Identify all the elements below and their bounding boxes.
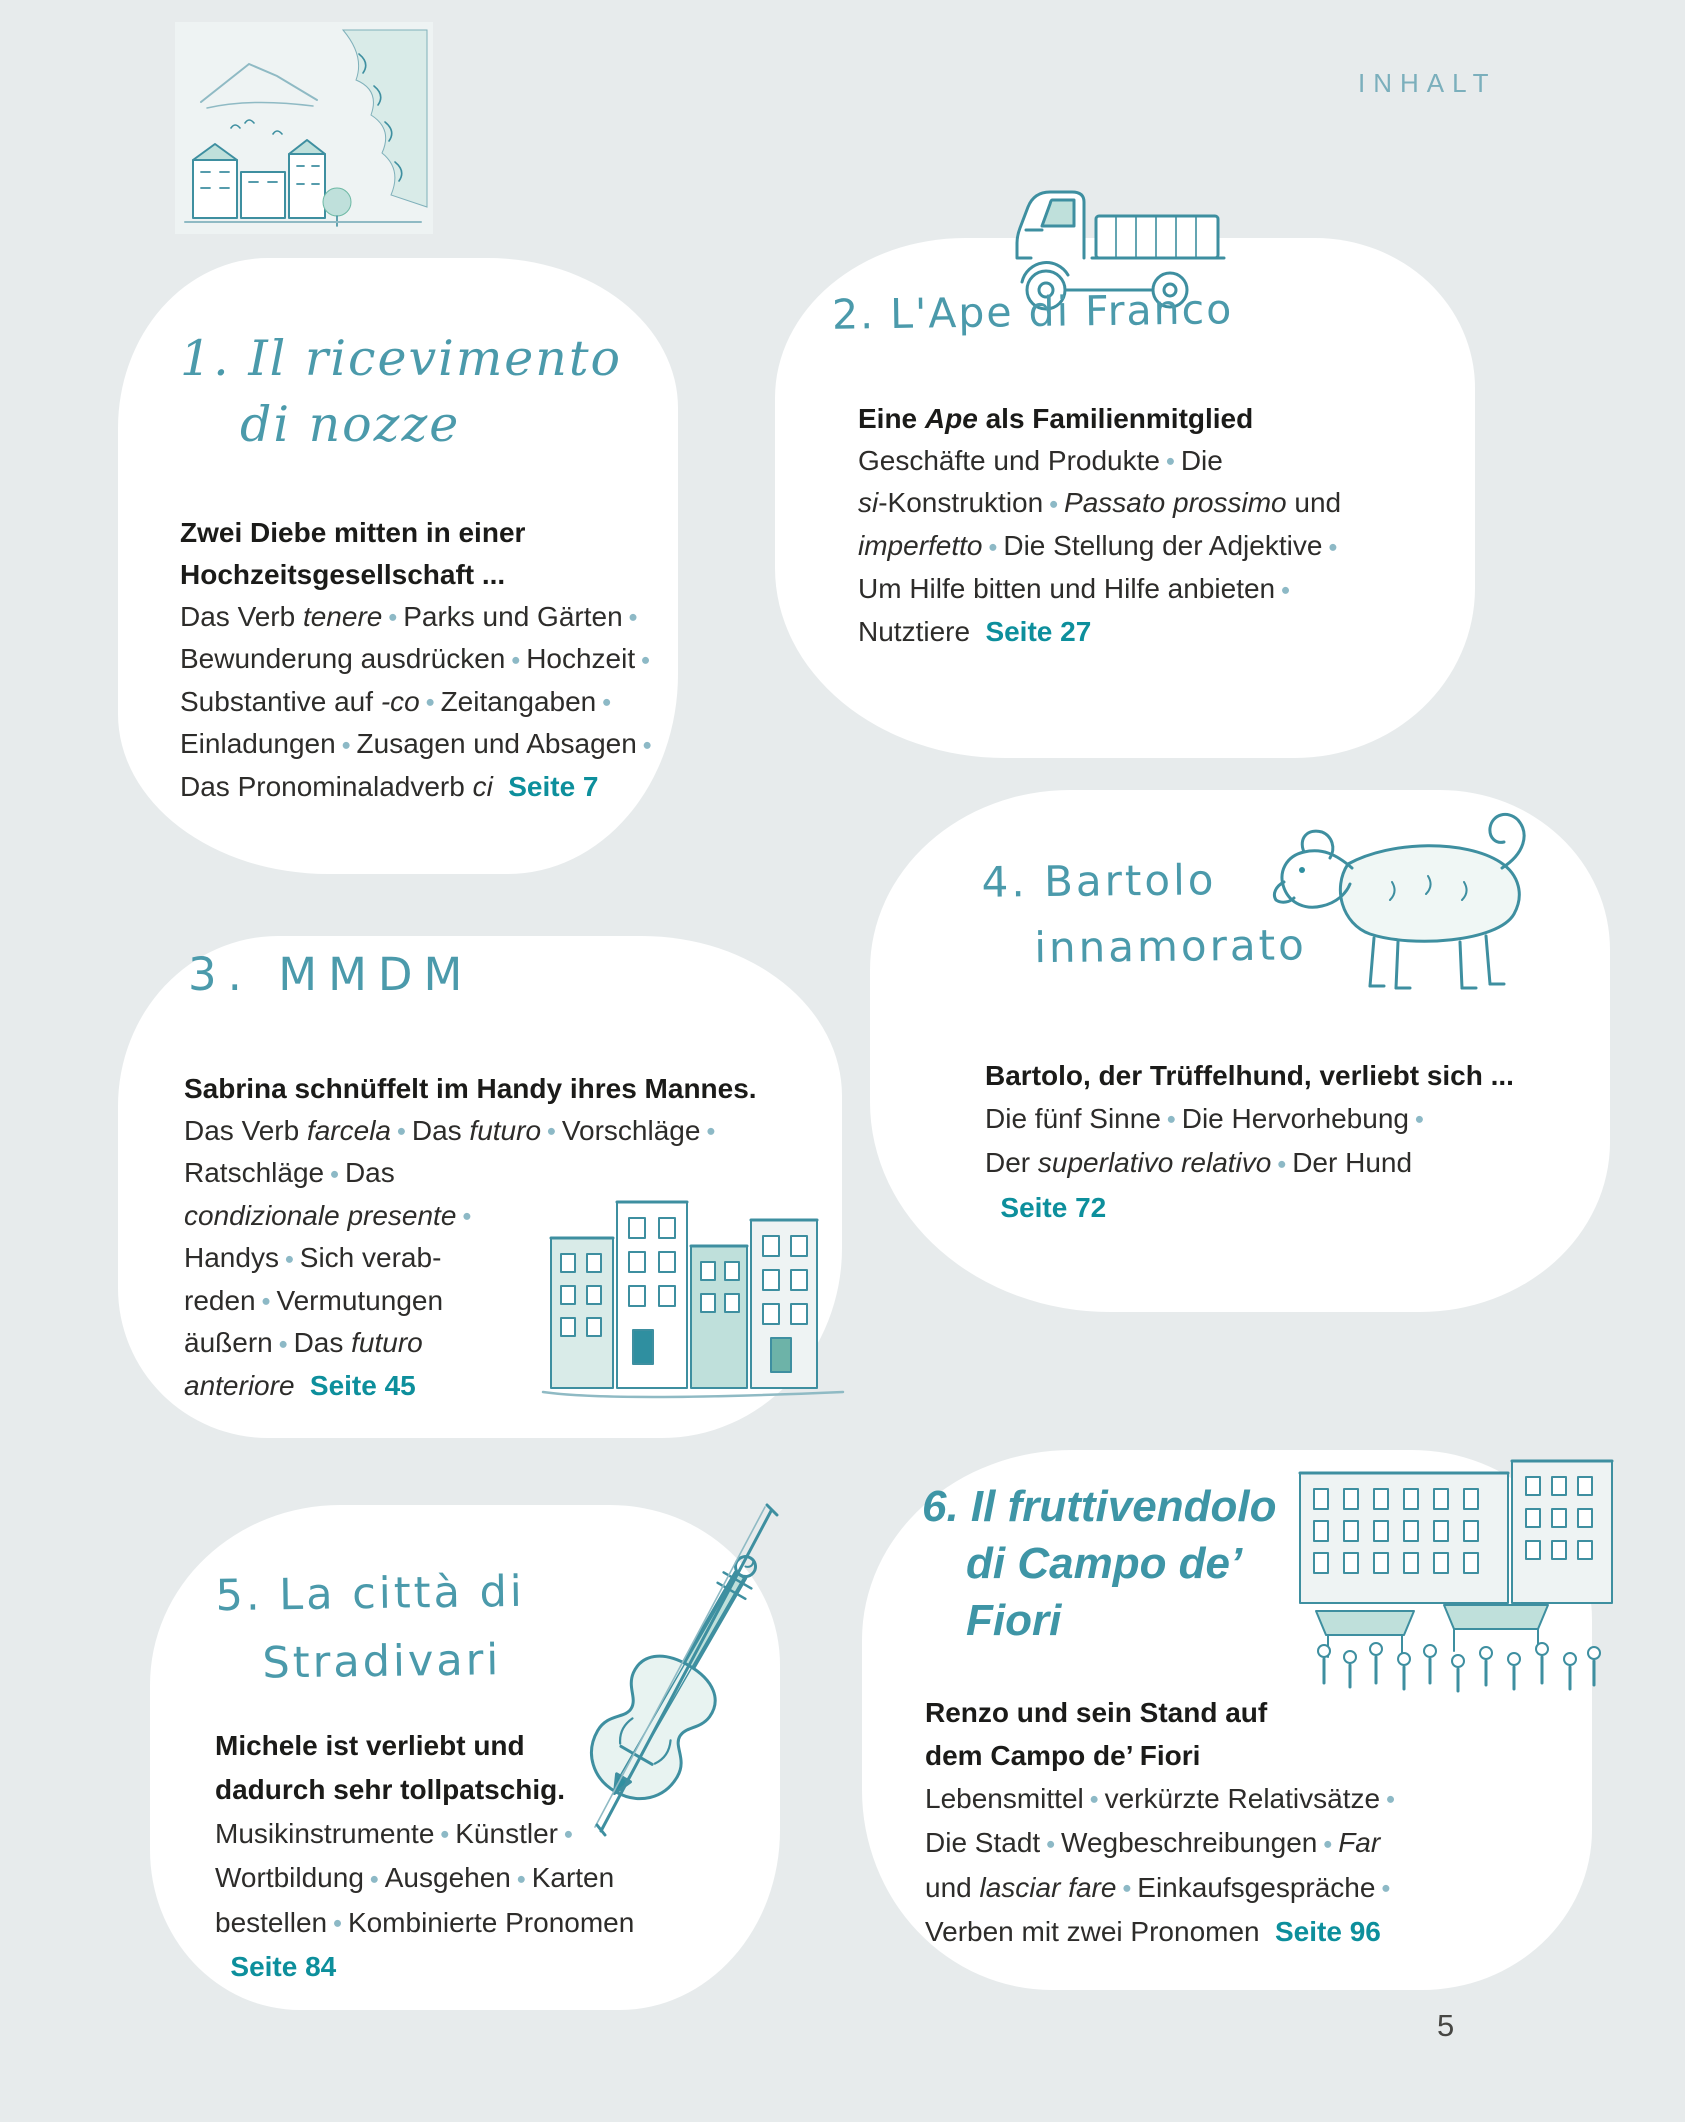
topic-text: Wegbeschreibungen — [1061, 1827, 1318, 1859]
bullet-dot-icon: ● — [329, 1164, 340, 1183]
topic-text: Das — [344, 1157, 395, 1189]
topic-text: farcela — [306, 1115, 391, 1146]
topic-text: Handys — [184, 1242, 279, 1274]
topic-text: Hochzeit — [526, 643, 636, 675]
text-line — [858, 611, 1343, 653]
topic-text: Das Verb — [180, 601, 303, 632]
topic-text: Ausgehen — [384, 1862, 511, 1894]
bullet-dot-icon: ● — [546, 1122, 557, 1141]
topic-text: reden — [184, 1284, 256, 1316]
market-square-illustration — [1292, 1455, 1622, 1707]
bullet-dot-icon: ● — [387, 608, 398, 627]
chapter-3-title — [188, 948, 473, 1001]
topic-text: Bewunderung ausdrücken — [180, 643, 506, 675]
text-line — [925, 1691, 1401, 1734]
bullet-dot-icon: ● — [628, 608, 638, 627]
chapter-5-topics — [215, 1724, 634, 1989]
bullet-dot-icon: ● — [1385, 1790, 1396, 1809]
text-line — [858, 525, 1343, 568]
topic-text: Sich verab- — [299, 1242, 442, 1274]
text-line — [180, 638, 658, 680]
topic-text: Far — [1338, 1827, 1381, 1859]
bullet-dot-icon: ● — [278, 1334, 289, 1353]
page-reference: Seite 96 — [1275, 1916, 1381, 1948]
text-line — [180, 512, 658, 554]
topic-text: Vorschläge — [561, 1115, 701, 1146]
bullet-dot-icon: ● — [1322, 1834, 1333, 1853]
topic-text: Passato prossimo — [1064, 487, 1287, 519]
topic-text: Musikinstrumente — [215, 1818, 435, 1849]
topic-text: lasciar fare — [979, 1871, 1117, 1903]
chapter-4-topics — [985, 1054, 1514, 1229]
text-line — [858, 398, 1343, 440]
topic-text: Der Hund — [1292, 1147, 1413, 1179]
topic-text: Vermutungen — [276, 1284, 444, 1316]
bullet-dot-icon: ● — [461, 1207, 472, 1226]
topic-text: anteriore — [184, 1369, 295, 1401]
coastal-town-illustration — [175, 22, 433, 234]
text-line — [184, 1110, 757, 1152]
text-line — [184, 1068, 757, 1110]
topic-text: verkürzte Relativsätze — [1104, 1783, 1381, 1814]
chapter-5-title-line: 5. La città di — [215, 1566, 526, 1622]
page-reference: Seite 7 — [508, 770, 599, 802]
chapter-6-title-line: Fiori — [966, 1596, 1062, 1645]
text-line — [925, 1734, 1401, 1777]
topic-text: futuro — [351, 1327, 423, 1359]
topic-text: Die Stadt — [925, 1827, 1041, 1859]
bullet-dot-icon: ● — [1327, 537, 1338, 556]
bullet-dot-icon: ● — [1045, 1834, 1056, 1853]
topic-text: -co — [380, 685, 420, 717]
chapter-4-title-line: 4. Bartolo — [981, 855, 1217, 907]
bullet-dot-icon: ● — [1165, 451, 1176, 470]
topic-text: si — [858, 487, 879, 519]
topic-text: Zwei Diebe mitten in einer — [180, 517, 526, 548]
topic-text: Parks und Gärten — [403, 601, 623, 632]
bullet-dot-icon: ● — [640, 650, 651, 669]
bullet-dot-icon: ● — [369, 1869, 380, 1888]
text-line — [985, 1054, 1514, 1097]
bullet-dot-icon: ● — [988, 537, 998, 556]
text-line — [215, 1724, 634, 1768]
topic-text: Karten — [531, 1862, 615, 1894]
topic-text: Zeitangaben — [440, 685, 597, 717]
bullet-dot-icon: ● — [1414, 1110, 1425, 1129]
chapter-6-title-line: 6. Il fruttivendolo — [922, 1482, 1277, 1531]
chapter-2-title — [832, 285, 1234, 339]
bullet-dot-icon: ● — [1280, 580, 1291, 599]
text-line — [184, 1280, 757, 1322]
bullet-dot-icon: ● — [601, 693, 612, 712]
topic-text: imperfetto — [858, 530, 983, 562]
topic-text: Um Hilfe bitten und Hilfe anbieten — [858, 573, 1276, 605]
chapter-5-title-line: Stradivari — [262, 1635, 502, 1689]
topic-text: Renzo und sein Stand auf — [925, 1697, 1268, 1728]
topic-text: Zusagen und Absagen — [356, 728, 637, 760]
page-reference: Seite 45 — [309, 1369, 416, 1401]
topic-text: dadurch sehr tollpatschig. — [215, 1774, 566, 1805]
topic-text: Die Hervorhebung — [1181, 1103, 1409, 1134]
topic-text: Wortbildung — [215, 1862, 364, 1894]
text-line — [925, 1821, 1401, 1865]
chapter-2-title-line: 2. L'Ape di Franco — [831, 285, 1234, 339]
chapter-5-title — [215, 1558, 526, 1698]
page-header-inhalt: INHALT — [1358, 68, 1497, 98]
chapter-2-topics — [858, 398, 1343, 653]
topic-text: Eine — [858, 403, 925, 434]
topic-text: Hochzeitsgesellschaft ... — [180, 559, 506, 590]
topic-text: Bartolo, der Trüffelhund, verliebt sich ... — [985, 1060, 1514, 1091]
chapter-6-title-line: di Campo de’ — [966, 1539, 1243, 1588]
topic-text: Michele ist verliebt und — [215, 1730, 525, 1761]
topic-text: Verben mit zwei Pronomen — [925, 1916, 1260, 1948]
bullet-dot-icon: ● — [439, 1825, 450, 1844]
text-line — [180, 766, 658, 808]
text-line — [215, 1901, 634, 1945]
bullet-dot-icon: ● — [1276, 1154, 1287, 1173]
page-reference: Seite 84 — [230, 1951, 337, 1983]
text-line — [925, 1777, 1401, 1821]
topic-text: Die fünf Sinne — [985, 1103, 1161, 1134]
topic-text: superlativo relativo — [1037, 1147, 1272, 1179]
chapter-4-title-line: innamorato — [1034, 920, 1308, 973]
text-line — [215, 1812, 634, 1856]
topic-text: dem Campo de’ Fiori — [925, 1740, 1201, 1771]
bullet-dot-icon: ● — [261, 1292, 271, 1311]
bullet-dot-icon: ● — [284, 1249, 295, 1268]
text-line — [858, 568, 1343, 611]
chapter-3-topics — [184, 1068, 757, 1407]
topic-text: Das — [411, 1115, 470, 1146]
text-line — [180, 596, 658, 638]
text-line — [985, 1141, 1514, 1185]
chapter-6-topics — [925, 1691, 1401, 1953]
chapter-4-title — [981, 846, 1307, 981]
text-line — [184, 1152, 757, 1194]
text-line — [184, 1322, 757, 1364]
bullet-dot-icon: ● — [642, 735, 653, 754]
topic-text: Sabrina schnüffelt im Handy ihres Mannes. — [184, 1073, 757, 1104]
topic-text: Substantive auf — [180, 685, 381, 717]
text-line — [858, 440, 1343, 483]
bullet-dot-icon: ● — [341, 735, 352, 754]
text-line — [925, 1910, 1401, 1953]
topic-text: Die Stellung der Adjektive — [1003, 530, 1323, 562]
topic-text: Geschäfte und Produkte — [858, 444, 1160, 476]
bullet-dot-icon: ● — [332, 1914, 343, 1933]
topic-text: tenere — [302, 601, 383, 632]
bullet-dot-icon: ● — [1089, 1790, 1100, 1809]
topic-text: Lebensmittel — [925, 1783, 1084, 1814]
topic-text: ci — [472, 770, 493, 802]
bullet-dot-icon: ● — [1121, 1879, 1132, 1898]
topic-text: Ape — [924, 403, 978, 434]
topic-text: Einladungen — [180, 728, 336, 760]
topic-text: Nutztiere — [858, 616, 971, 648]
topic-text: Das Pronominaladverb — [180, 770, 473, 802]
topic-text: bestellen — [215, 1906, 328, 1938]
text-line — [184, 1195, 757, 1237]
bullet-dot-icon: ● — [396, 1122, 407, 1141]
topic-text: Das — [293, 1327, 352, 1359]
topic-text: Das Verb — [184, 1115, 307, 1146]
topic-text: Die — [1180, 444, 1223, 476]
bullet-dot-icon: ● — [1166, 1110, 1177, 1129]
bullet-dot-icon: ● — [516, 1869, 527, 1888]
bullet-dot-icon: ● — [425, 693, 436, 712]
text-line — [180, 554, 658, 596]
topic-text: äußern — [184, 1327, 273, 1359]
text-line — [180, 723, 658, 765]
bullet-dot-icon: ● — [705, 1122, 716, 1141]
text-line — [215, 1856, 634, 1900]
text-line — [215, 1768, 634, 1812]
bullet-dot-icon: ● — [563, 1825, 574, 1844]
chapter-1-topics — [180, 512, 658, 808]
chapter-6-title — [922, 1478, 1276, 1649]
chapter-1-title-line: 1. Il ricevimento — [180, 330, 623, 387]
bullet-dot-icon: ● — [1048, 494, 1059, 513]
text-line — [184, 1365, 757, 1407]
topic-text: Einkaufsgespräche — [1137, 1871, 1376, 1903]
text-line — [985, 1097, 1514, 1141]
chapter-3-title-line: 3. MMDM — [188, 948, 474, 1001]
topic-text: condizionale presente — [184, 1199, 457, 1231]
topic-text: Kombinierte Pronomen — [347, 1906, 635, 1938]
topic-text: Der — [985, 1147, 1038, 1179]
text-line — [925, 1866, 1401, 1910]
topic-text: und — [925, 1871, 980, 1903]
text-line — [215, 1945, 634, 1989]
chapter-1-title-line: di nozze — [240, 396, 461, 453]
bullet-dot-icon: ● — [510, 650, 521, 669]
topic-text: futuro — [469, 1115, 542, 1146]
page-reference: Seite 72 — [1000, 1191, 1107, 1223]
text-line — [184, 1237, 757, 1279]
topic-text: -Konstruktion — [878, 487, 1044, 519]
page-number: 5 — [1437, 2008, 1455, 2043]
page-reference: Seite 27 — [985, 616, 1092, 648]
bullet-dot-icon: ● — [1380, 1879, 1391, 1898]
chapter-1-title — [180, 326, 622, 458]
text-line — [985, 1186, 1514, 1229]
topic-text: als Familienmitglied — [977, 403, 1254, 434]
topic-text: und — [1286, 487, 1342, 519]
text-line — [858, 482, 1343, 525]
topic-text: Ratschläge — [184, 1157, 325, 1189]
text-line — [180, 681, 658, 723]
topic-text: Künstler — [455, 1818, 558, 1849]
